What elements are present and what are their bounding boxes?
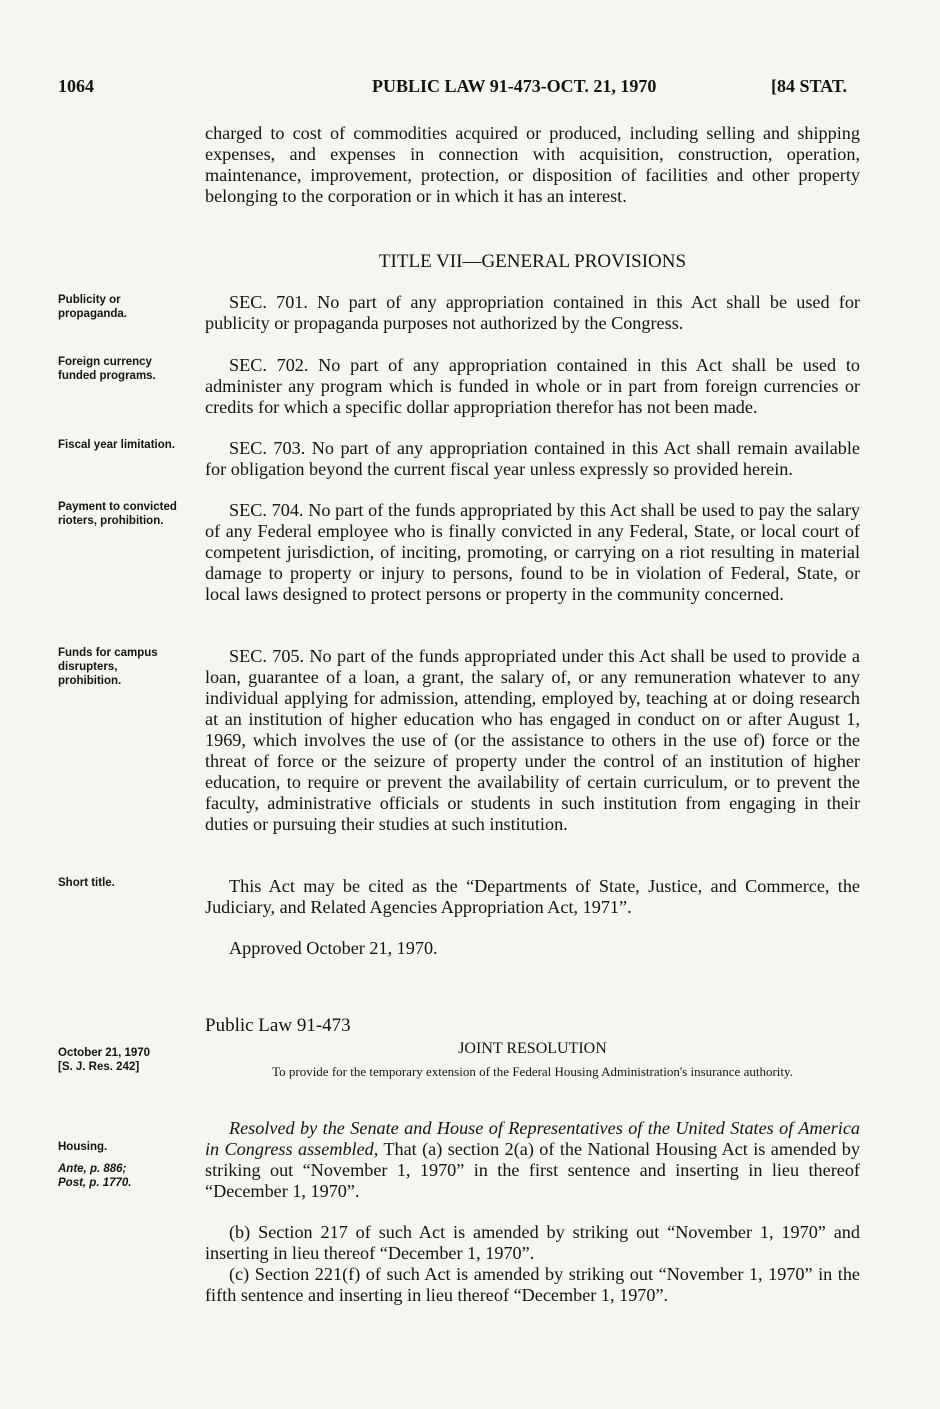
section-text: 703. No part of any appropriation contained in this Act shall remain available for obligation beyond the current fiscal year unless expressly so provided herein. xyxy=(205,438,860,479)
section-704 xyxy=(205,500,860,605)
section-703 xyxy=(205,438,860,480)
section-702 xyxy=(205,355,860,418)
section-label: SEC. xyxy=(229,500,267,520)
margin-note-housing: Housing. xyxy=(58,1141,108,1153)
section-text: 701. No part of any appropriation contained in this Act shall be used for publicity or propaganda purposes not authorized by the Congress. xyxy=(205,292,860,333)
margin-note-rioters: Payment to convicted rioters, prohibition. xyxy=(58,501,177,527)
margin-note-bill: [S. J. Res. 242] xyxy=(58,1061,140,1073)
margin-note-publicity: Publicity or propaganda. xyxy=(58,294,128,320)
section-text: 702. No part of any appropriation contained in this Act shall be used to administer any program which is funded in whole or in part from foreign currencies or credits for which a specific dollar appropriation therefor has not been made. xyxy=(205,355,860,417)
resolved-text: That (a) section 2(a) of the National Housing Act is amended by striking out “November 1, 1970” in the first sentence and inserting in lieu thereof “December 1, 1970”. xyxy=(205,1139,860,1201)
continuation-paragraph: charged to cost of commodities acquired or produced, including selling and shipping expenses, and expenses in connection with acquisition, construction, operation, maintenance, improvement, protection, or disposition of facilities and other property belonging to the corporation or in which it has an interest. xyxy=(205,123,860,206)
running-title: PUBLIC LAW 91-473-OCT. 21, 1970 xyxy=(372,76,657,96)
section-text: 705. No part of the funds appropriated under this Act shall be used to provide a loan, guarantee of a loan, a grant, the salary of, or any remuneration whatever to any individual applying for admission, attending, employed by, teaching at or doing research at an institution of higher education who has engaged in conduct on or after August 1, 1969, which involves the use of (or the assistance to others in the use of) force or the threat of force or the seizure of property under the control of an institution of higher education, to require or prevent the availability of certain curriculum, or to prevent the faculty, administrative officials or students in such institution from engaging in their duties or pursuing their studies at such institution. xyxy=(205,646,860,834)
margin-note-foreign-currency: Foreign currency funded programs. xyxy=(58,356,156,382)
joint-resolution-heading: JOINT RESOLUTION xyxy=(458,1040,607,1057)
resolution-purpose: To provide for the temporary extension of the Federal Housing Administration's insurance authority. xyxy=(272,1064,793,1079)
short-title-paragraph: This Act may be cited as the “Departments of State, Justice, and Commerce, the Judiciary, and Related Agencies Appropriation Act, 1971”. xyxy=(205,876,860,917)
public-law-number: Public Law 91-473 xyxy=(205,1015,351,1036)
paragraph-c: (c) Section 221(f) of such Act is amended by striking out “November 1, 1970” in the fifth sentence and inserting in lieu thereof “December 1, 1970”. xyxy=(205,1264,860,1305)
section-705 xyxy=(205,646,860,835)
margin-note-date: October 21, 1970 xyxy=(58,1047,151,1059)
volume-reference: [84 STAT. xyxy=(771,76,848,96)
paragraph-b: (b) Section 217 of such Act is amended by striking out “November 1, 1970” and inserting in lieu thereof “December 1, 1970”. xyxy=(205,1222,860,1263)
section-label: SEC. xyxy=(229,438,267,458)
margin-note-ante: Ante, p. 886; xyxy=(58,1163,127,1175)
page-number: 1064 xyxy=(58,76,94,96)
title-heading: TITLE VII—GENERAL PROVISIONS xyxy=(378,251,687,272)
margin-note-short-title: Short title. xyxy=(58,877,115,889)
approved-line: Approved October 21, 1970. xyxy=(229,938,438,958)
margin-note-campus: Funds for campus disrupters, prohibition. xyxy=(58,647,158,687)
section-label: SEC. xyxy=(229,646,267,666)
section-label: SEC. xyxy=(229,292,267,312)
section-701 xyxy=(205,292,860,334)
margin-note-fiscal-year: Fiscal year limitation. xyxy=(58,439,175,451)
section-label: SEC. xyxy=(229,355,267,375)
resolved-paragraph xyxy=(205,1118,860,1202)
section-text: 704. No part of the funds appropriated by this Act shall be used to pay the salary of any Federal employee who is finally convicted in any Federal, State, or local court of competent jurisdiction, of inciting, promoting, or carrying on a riot resulting in material damage to property or injury to persons, found to be in violation of Federal, State, or local laws designed to protect persons or property in the community concerned. xyxy=(205,500,860,604)
margin-note-post: Post, p. 1770. xyxy=(58,1177,132,1189)
resolving-clause: Resolved by the Senate and House of Representatives of the United States of America in Congress assembled, xyxy=(205,1118,860,1159)
